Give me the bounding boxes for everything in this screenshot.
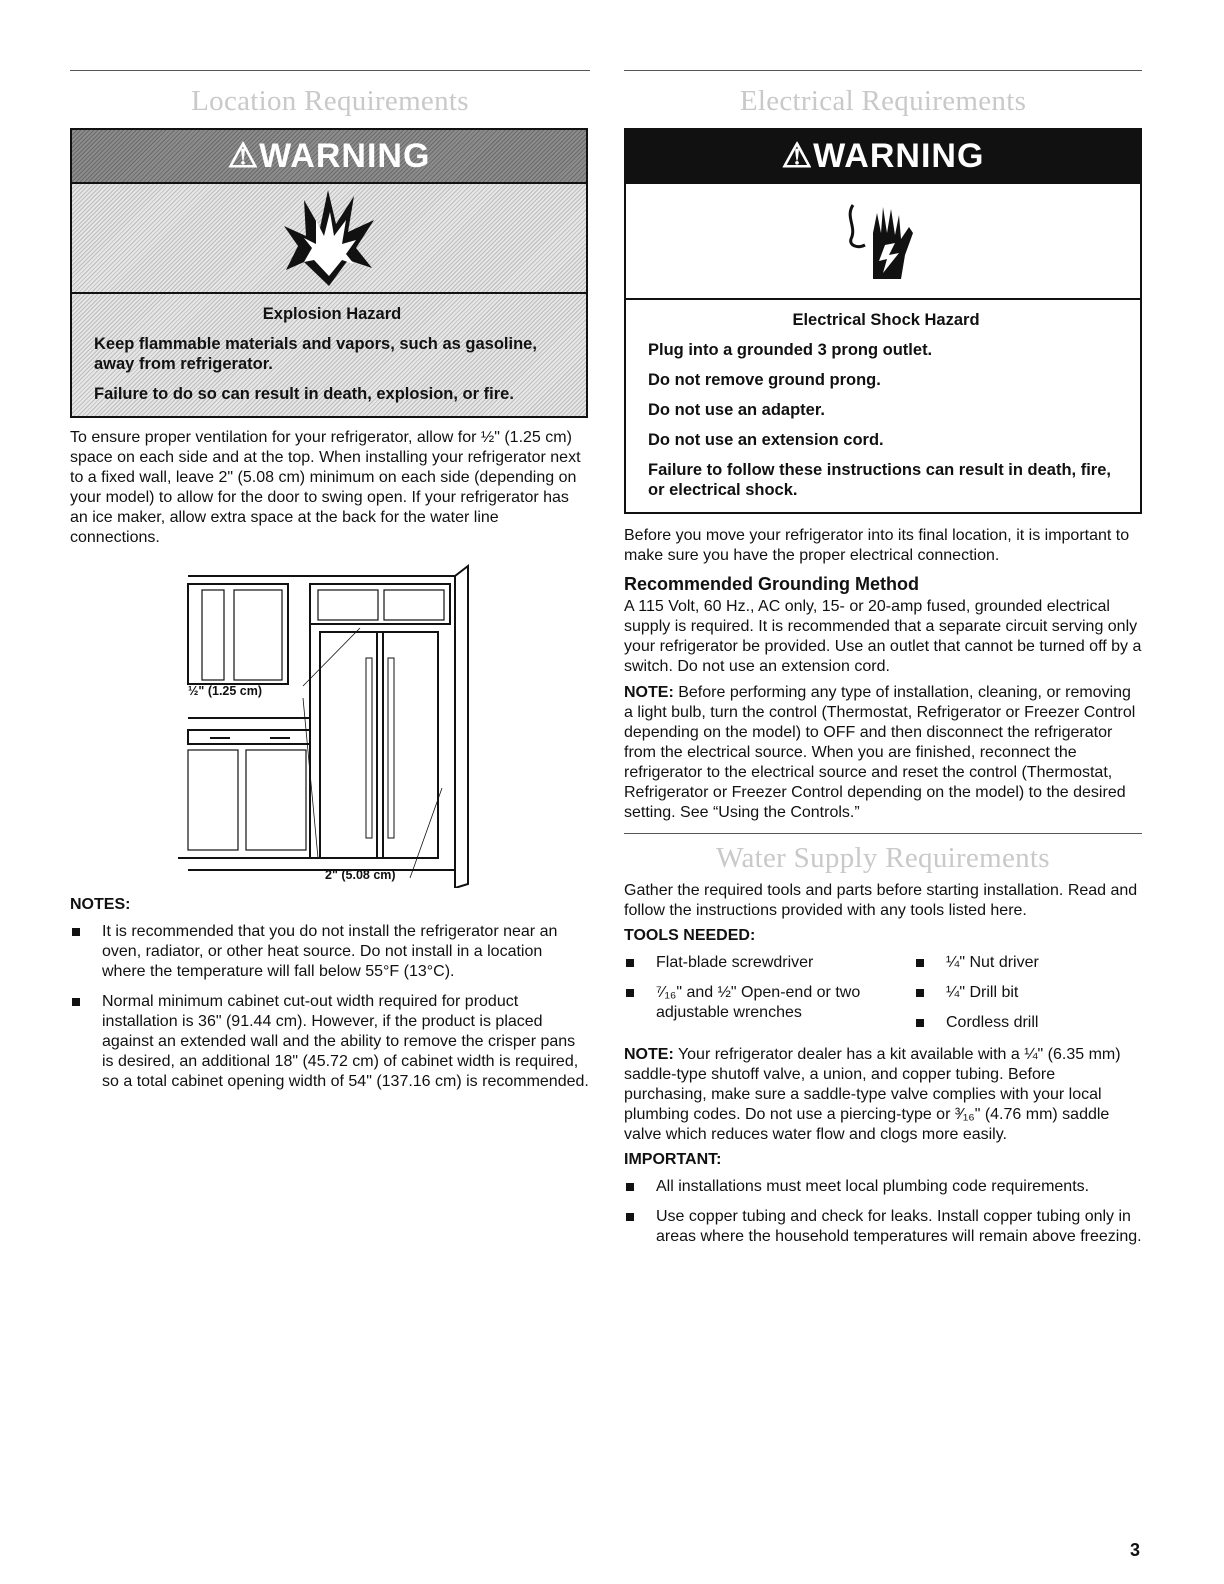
warning-line: Do not use an extension cord.	[648, 431, 884, 449]
explosion-icon	[284, 190, 374, 286]
tools-heading: TOOLS NEEDED:	[624, 927, 756, 944]
section-title-water: Water Supply Requirements	[716, 842, 1050, 874]
clearance-diagram	[70, 558, 590, 888]
note-label: NOTE:	[624, 1046, 674, 1063]
warning-triangle-icon: ⚠	[227, 137, 260, 175]
top-clearance-label: ½" (1.25 cm)	[188, 684, 263, 698]
electrical-intro: Before you move your refrigerator into its final location, it is important to make sure you have the proper electrical connection.	[624, 527, 1130, 564]
note-text: Your refrigerator dealer has a kit available with a ¼" (6.35 mm) saddle-type shutoff valve, a union, and copper tubing. Before purchasing, make sure a saddle-type valve complies with your local plumbing codes. Do not use a piercing-type or ³⁄₁₆" (4.76 mm) saddle valve which reduces water flow and clogs more easily.	[624, 1046, 1121, 1143]
important-list	[624, 1177, 1142, 1247]
tools-list	[624, 953, 1142, 1043]
list-item: It is recommended that you do not install the refrigerator near an oven, radiator, or other heat source. Do not install in a location where the temperature will fall below 55°F (13°C).	[70, 922, 590, 982]
list-item: Normal minimum cabinet cut-out width required for product installation is 36" (91.44 cm). However, if the product is placed against an extended wall and the ability to remove the crisper pans is desired, an additional 18" (45.72 cm) of cabinet width is required, so a total cabinet opening width of 54" (137.16 cm) is recommended.	[70, 992, 590, 1092]
section-title-electrical: Electrical Requirements	[739, 85, 1027, 117]
electrical-shock-icon	[843, 193, 923, 289]
warning-header	[72, 130, 586, 182]
list-item: ⁷⁄₁₆" and ½" Open-end or two adjustable wrenches	[624, 983, 914, 1023]
note-label: NOTE:	[624, 684, 674, 701]
list-item: ¼" Nut driver	[914, 953, 1142, 973]
warning-title: ⚠WARNING	[227, 137, 431, 175]
section-rule	[70, 70, 590, 71]
list-item: Use copper tubing and check for leaks. Install copper tubing only in areas where the household temperatures will remain above freezing.	[624, 1207, 1142, 1247]
refrigerator-clearance-illustration	[70, 558, 590, 888]
hazard-title: Explosion Hazard	[262, 305, 402, 323]
tools-list-right	[914, 953, 1142, 1043]
kit-note	[624, 1045, 1142, 1145]
notes-list	[70, 922, 590, 1092]
control-note	[624, 683, 1142, 823]
location-requirements-column	[70, 70, 590, 1102]
list-item: Flat-blade screwdriver	[624, 953, 914, 973]
warning-body	[72, 294, 586, 416]
warning-line: Do not remove ground prong.	[648, 371, 881, 389]
warning-triangle-icon: ⚠	[781, 137, 814, 175]
section-rule	[624, 70, 1142, 71]
list-item: All installations must meet local plumbing code requirements.	[624, 1177, 1142, 1197]
grounding-text: A 115 Volt, 60 Hz., AC only, 15- or 20-amp fused, grounded electrical supply is required. It is recommended that a separate circuit serving only your refrigerator be provided. Use an outlet that cannot be turned off by a switch. Do not use an extension cord.	[624, 598, 1142, 675]
warning-body	[626, 300, 1140, 512]
warning-header	[626, 130, 1140, 182]
important-heading: IMPORTANT:	[624, 1151, 722, 1168]
water-intro: Gather the required tools and parts before starting installation. Read and follow the instructions provided with any tools listed here.	[624, 882, 1138, 919]
warning-line: Do not use an adapter.	[648, 401, 825, 419]
electrical-requirements-column	[624, 70, 1142, 1257]
notes-heading: NOTES:	[70, 896, 131, 913]
section-rule	[624, 833, 1142, 834]
warning-title: ⚠WARNING	[781, 137, 985, 175]
warning-picture-area	[72, 182, 586, 294]
grounding-heading: Recommended Grounding Method	[624, 574, 919, 594]
shock-warning-box	[624, 128, 1142, 514]
explosion-warning-box	[70, 128, 588, 418]
list-item: Cordless drill	[914, 1013, 1142, 1033]
location-intro: To ensure proper ventilation for your refrigerator, allow for ½" (1.25 cm) space on each side and at the top. When installing your refrigerator next to a fixed wall, leave 2" (5.08 cm) minimum on each side (depending on your model) to allow for the door to swing open. If your refrigerator has an ice maker, allow extra space at the back for the water line connections.	[70, 429, 581, 546]
note-text: Before performing any type of installation, cleaning, or removing a light bulb, turn the control (Thermostat, Refrigerator or Freezer Control depending on the model) to OFF and then disconnect the refrigerator from the electrical source. When you are finished, reconnect the refrigerator to the electrical source and reset the control (Thermostat, Refrigerator or Freezer Control depending on the model) to the desired setting. See “Using the Controls.”	[624, 684, 1136, 821]
side-clearance-label: 2" (5.08 cm)	[325, 868, 396, 882]
warning-line: Plug into a grounded 3 prong outlet.	[648, 341, 933, 359]
section-title-location: Location Requirements	[191, 85, 469, 117]
list-item: ¼" Drill bit	[914, 983, 1142, 1003]
warning-line: Failure to do so can result in death, explosion, or fire.	[94, 385, 514, 403]
page-number: 3	[1130, 1540, 1141, 1560]
warning-picture-area	[626, 182, 1140, 300]
tools-list-left	[624, 953, 914, 1043]
warning-line: Keep flammable materials and vapors, such as gasoline, away from refrigerator.	[94, 335, 537, 373]
hazard-title: Electrical Shock Hazard	[792, 311, 980, 329]
warning-line: Failure to follow these instructions can result in death, fire, or electrical shock.	[648, 461, 1111, 499]
